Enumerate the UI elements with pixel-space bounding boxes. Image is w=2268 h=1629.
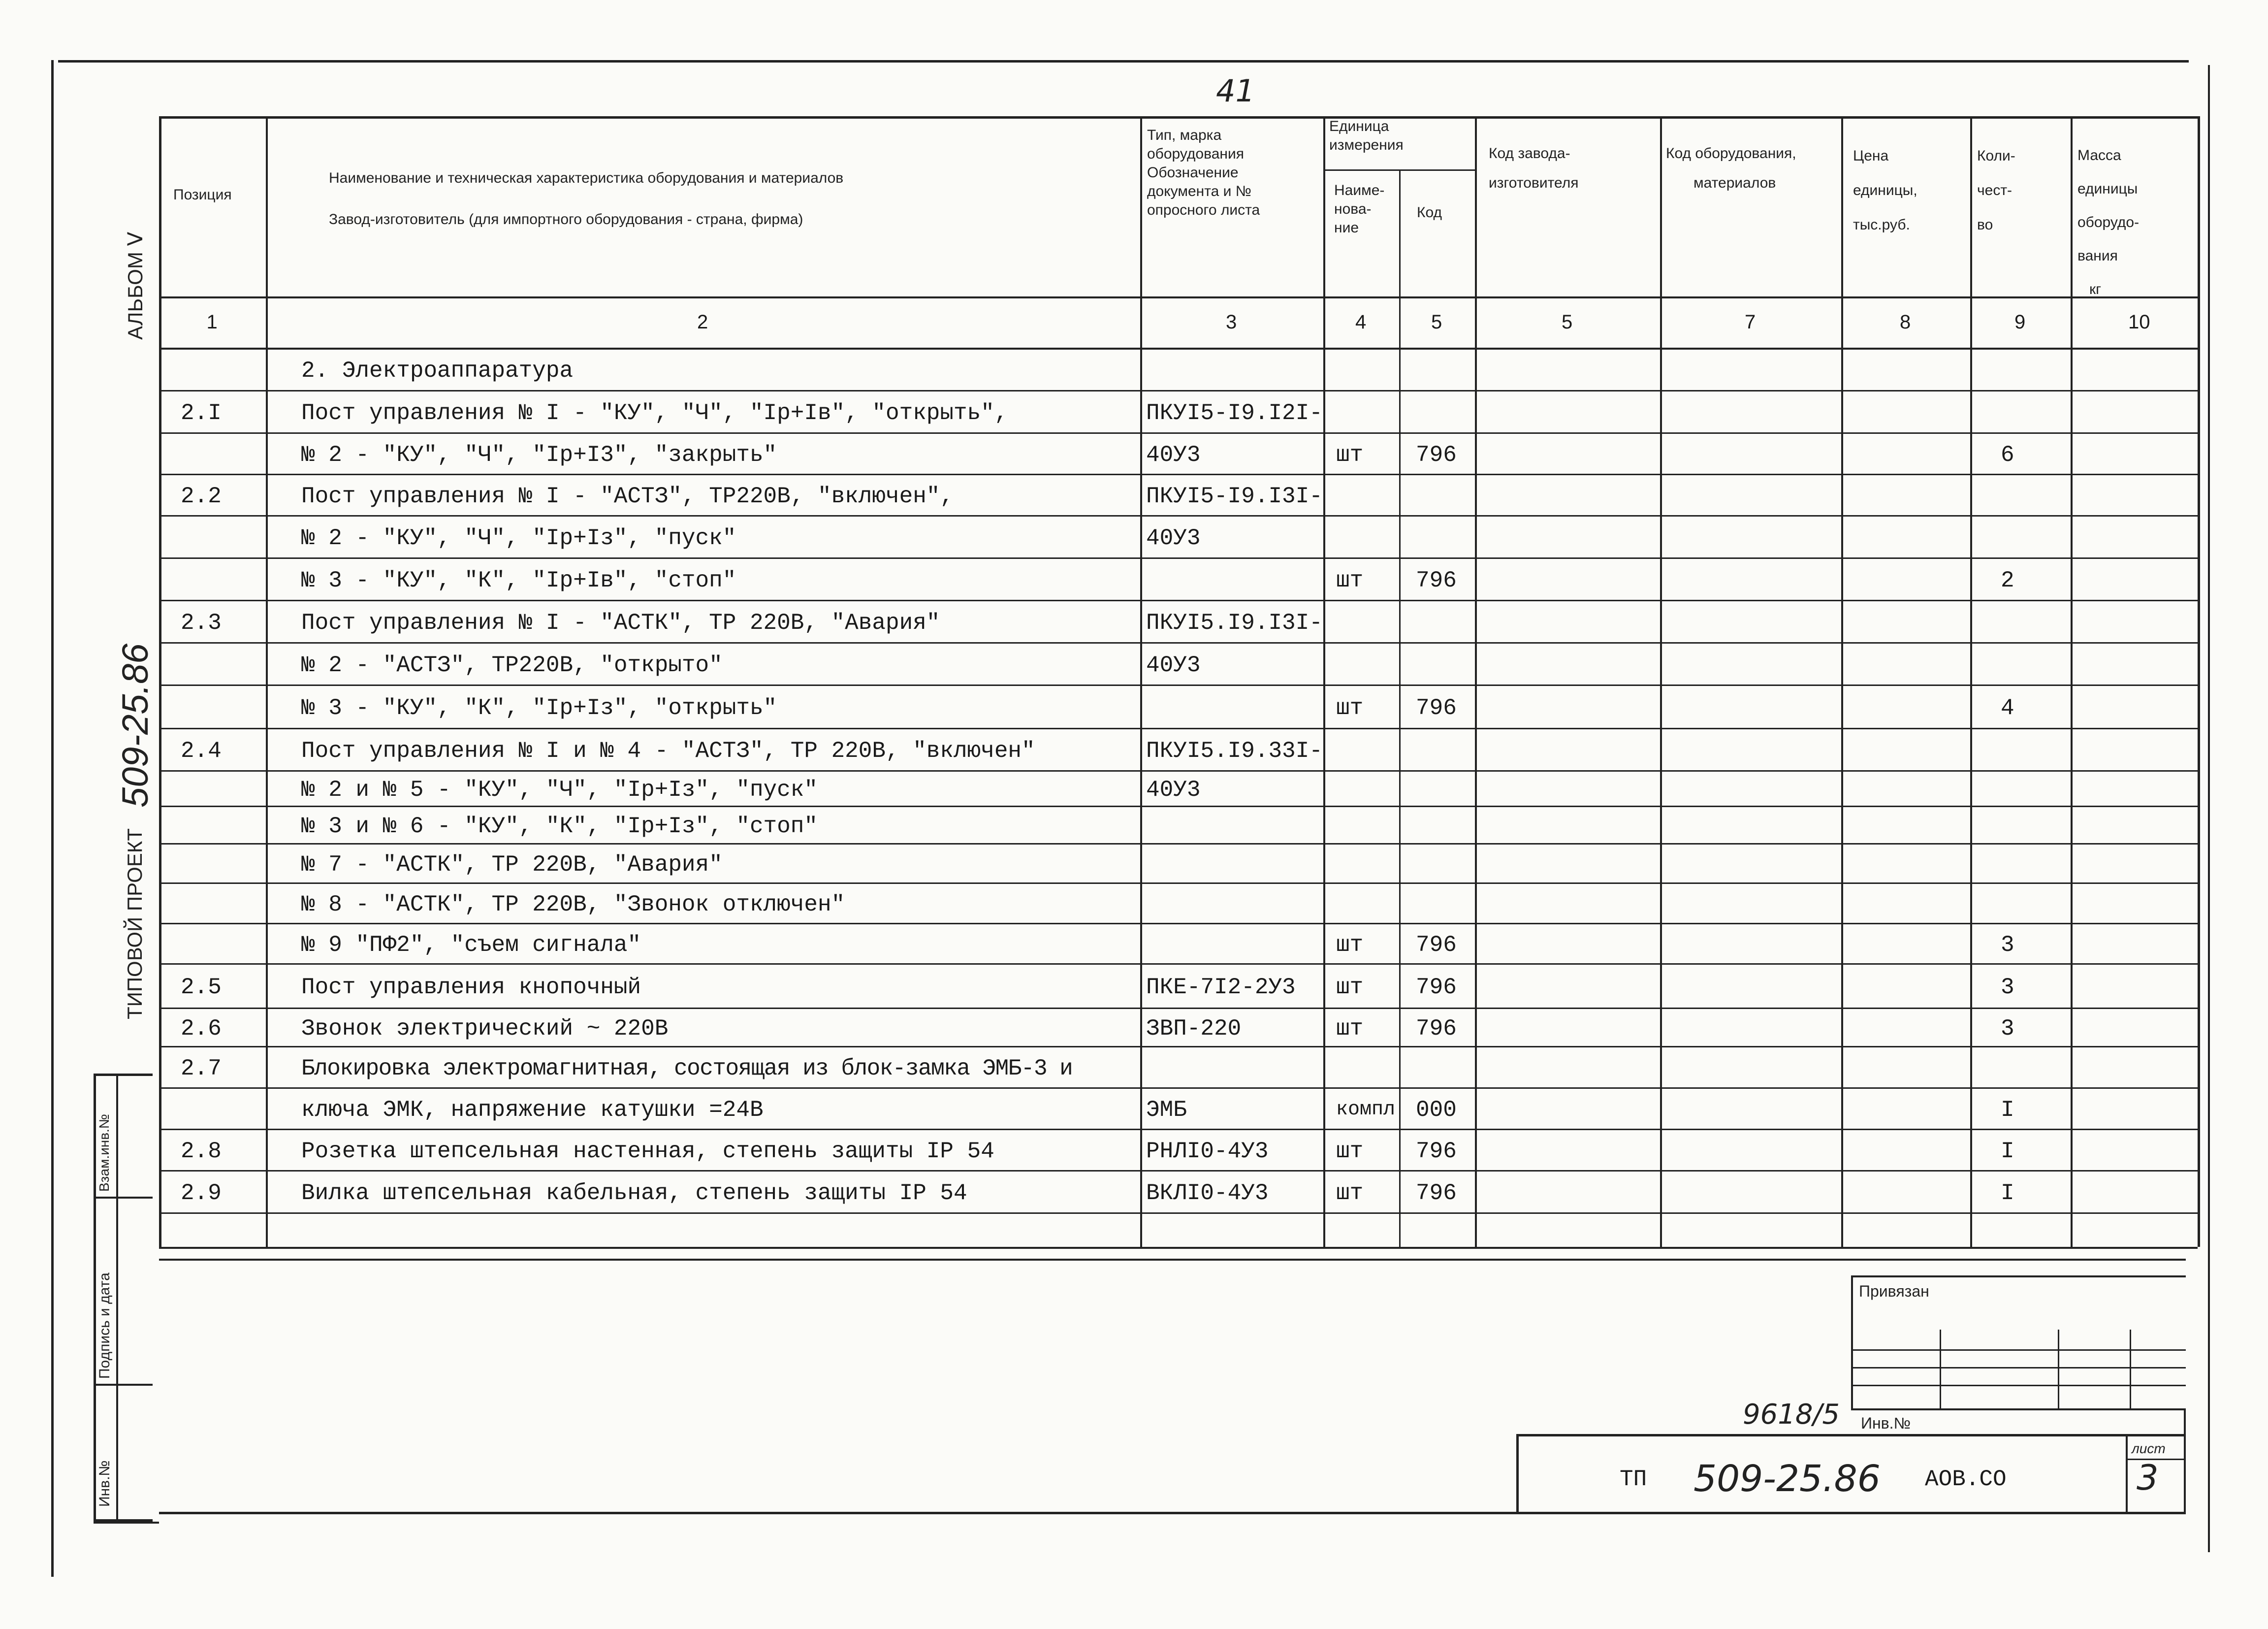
row-code: 796	[1416, 568, 1457, 593]
project-label: ТИПОВОЙ ПРОЕКТ	[123, 828, 146, 1019]
row-name: Пост управления № I - "КУ", "Ч", "Iр+Iв", "открыть",	[301, 400, 1008, 426]
row-type: 40У3	[1146, 777, 1201, 803]
header-type: Тип, марка оборудования Обозначение документа и № опросного листа	[1147, 127, 1260, 218]
row-unit: шт	[1336, 1016, 1364, 1042]
row-position: 2.2	[181, 484, 222, 509]
stamp-code: 509-25.86	[1693, 1458, 1881, 1500]
column-number-7: 7	[1745, 311, 1756, 333]
column-number-8: 8	[1900, 311, 1911, 333]
row-code: 796	[1416, 932, 1457, 958]
row-name: № 2 - "КУ", "Ч", "Iр+I3", "закрыть"	[301, 442, 777, 468]
stamp-sign-label: Подпись и дата	[96, 1272, 113, 1379]
row-name: № 2 - "КУ", "Ч", "Iр+Iз", "пуск"	[301, 525, 736, 551]
row-name: Пост управления № I - "АСТК", ТР 220В, "Авария"	[301, 610, 940, 636]
album-label: АЛЬБОМ Ⅴ	[124, 231, 147, 340]
row-type: ПКУI5.I9.33I-	[1146, 738, 1323, 764]
row-type: ЗВП-220	[1146, 1016, 1242, 1042]
stamp-tp: ТП	[1620, 1466, 1647, 1492]
stamp-inv-label: Инв.№	[96, 1460, 113, 1507]
column-number-9: 9	[2014, 311, 2026, 333]
row-qty: 3	[2001, 975, 2014, 1000]
row-type: 40У3	[1146, 652, 1201, 678]
column-number-5: 5	[1431, 311, 1442, 333]
row-qty: 3	[2001, 1016, 2014, 1042]
column-number-6: 5	[1562, 311, 1573, 333]
header-equip-code: Код оборудования, материалов	[1666, 145, 1796, 191]
header-unit-group: Единица измерения	[1329, 118, 1404, 153]
row-unit: шт	[1336, 1180, 1364, 1206]
page-number: 41	[1216, 73, 1255, 109]
header-name-line1: Наименование и техническая характеристика оборудования и материалов	[329, 170, 844, 186]
row-unit: шт	[1336, 442, 1364, 468]
row-name: Пост управления кнопочный	[301, 975, 641, 1000]
stamp-replace-label: Взам.инв.№	[96, 1114, 112, 1192]
row-qty: 3	[2001, 932, 2014, 958]
row-code: 796	[1416, 695, 1457, 721]
header-qty: Коли- чест- во	[1977, 148, 2015, 233]
column-number-2: 2	[697, 311, 708, 333]
row-type: ЭМБ	[1146, 1097, 1187, 1123]
header-unit-code: Код	[1417, 204, 1442, 221]
stamp-sheet-label: лист	[2132, 1441, 2166, 1456]
row-code: 000	[1416, 1097, 1457, 1123]
row-type: 40У3	[1146, 442, 1201, 468]
row-position: 2.8	[181, 1139, 222, 1164]
row-code: 796	[1416, 442, 1457, 468]
row-type: РНЛI0-4У3	[1146, 1139, 1269, 1164]
header-price: Цена единицы, тыс.руб.	[1853, 148, 1917, 233]
stamp-suffix: АОВ.СО	[1925, 1466, 2007, 1492]
row-name: Пост управления № I - "АСТЗ", ТР220В, "включен",	[301, 484, 954, 509]
row-position: 2.5	[181, 975, 222, 1000]
row-code: 796	[1416, 1139, 1457, 1164]
row-name: № 3 - "КУ", "К", "Iр+Iз", "открыть"	[301, 695, 777, 721]
frame-top	[58, 60, 2189, 63]
handwritten-number: 9618/5	[1743, 1399, 1840, 1431]
row-name: № 9 "ПФ2", "съем сигнала"	[301, 932, 641, 958]
row-unit: шт	[1336, 695, 1364, 721]
row-position: 2.7	[181, 1056, 222, 1081]
row-code: 796	[1416, 1180, 1457, 1206]
row-name: Вилка штепсельная кабельная, степень защиты IP 54	[301, 1180, 967, 1206]
header-maker-code: Код завода- изготовителя	[1489, 145, 1579, 191]
row-position: 2.I	[181, 400, 222, 426]
frame-right	[2208, 65, 2210, 1552]
row-qty: 6	[2001, 442, 2014, 468]
row-qty: 4	[2001, 695, 2014, 721]
row-position: 2.4	[181, 738, 222, 764]
row-name: № 2 - "АСТЗ", ТР220В, "открыто"	[301, 652, 723, 678]
row-name: № 7 - "АСТК", ТР 220В, "Авария"	[301, 852, 723, 878]
row-name: Звонок электрический ~ 220В	[301, 1016, 669, 1042]
header-name-line2: Завод-изготовитель (для импортного оборудования - страна, фирма)	[329, 211, 803, 228]
row-unit: компл	[1336, 1099, 1396, 1121]
column-number-4: 4	[1355, 311, 1367, 333]
row-position: 2.9	[181, 1180, 222, 1206]
row-unit: шт	[1336, 568, 1364, 593]
row-type: ПКУI5-I9.I2I-	[1146, 400, 1323, 426]
row-qty: I	[2001, 1097, 2014, 1123]
row-name: № 2 и № 5 - "КУ", "Ч", "Iр+Iз", "пуск"	[301, 777, 818, 803]
row-name: Блокировка электромагнитная, состоящая из блок-замка ЭМБ-3 и	[301, 1056, 1073, 1081]
header-position: Позиция	[173, 187, 232, 203]
row-name: Розетка штепсельная настенная, степень защиты IP 54	[301, 1139, 994, 1164]
row-position: 2.6	[181, 1016, 222, 1042]
stamp-sheet-number: 3	[2137, 1458, 2159, 1498]
row-name: Пост управления № I и № 4 - "АСТЗ", ТР 220В, "включен"	[301, 738, 1035, 764]
row-code: 796	[1416, 1016, 1457, 1042]
row-qty: 2	[2001, 568, 2014, 593]
column-number-3: 3	[1226, 311, 1237, 333]
row-code: 796	[1416, 975, 1457, 1000]
stamp-inv-number-label: Инв.№	[1861, 1414, 1911, 1432]
row-name: № 3 и № 6 - "КУ", "К", "Iр+Iз", "стоп"	[301, 814, 818, 839]
privyazan-label: Привязан	[1859, 1282, 1929, 1300]
row-unit: шт	[1336, 1139, 1364, 1164]
row-name: 2. Электроаппаратура	[301, 358, 574, 384]
row-position: 2.3	[181, 610, 222, 636]
row-qty: I	[2001, 1180, 2014, 1206]
row-unit: шт	[1336, 975, 1364, 1000]
row-type: ПКЕ-7I2-2У3	[1146, 975, 1296, 1000]
row-name: № 8 - "АСТК", ТР 220В, "Звонок отключен"	[301, 892, 845, 917]
row-type: ПКУI5-I9.I3I-	[1146, 484, 1323, 509]
header-unit-name: Наиме- нова- ние	[1334, 182, 1385, 236]
row-type: ПКУI5.I9.I3I-	[1146, 610, 1323, 636]
column-number-1: 1	[206, 311, 218, 333]
row-type: ВКЛI0-4У3	[1146, 1180, 1269, 1206]
column-number-10: 10	[2128, 311, 2150, 333]
header-mass: Масса единицы оборудо- вания кг	[2077, 147, 2140, 297]
row-unit: шт	[1336, 932, 1364, 958]
row-type: 40У3	[1146, 525, 1201, 551]
row-qty: I	[2001, 1139, 2014, 1164]
project-code-side: 509-25.86	[115, 643, 156, 808]
row-name: № 3 - "КУ", "К", "Iр+Iв", "стоп"	[301, 568, 736, 593]
row-name: ключа ЭМК, напряжение катушки =24В	[301, 1097, 764, 1123]
frame-left	[51, 60, 54, 1577]
